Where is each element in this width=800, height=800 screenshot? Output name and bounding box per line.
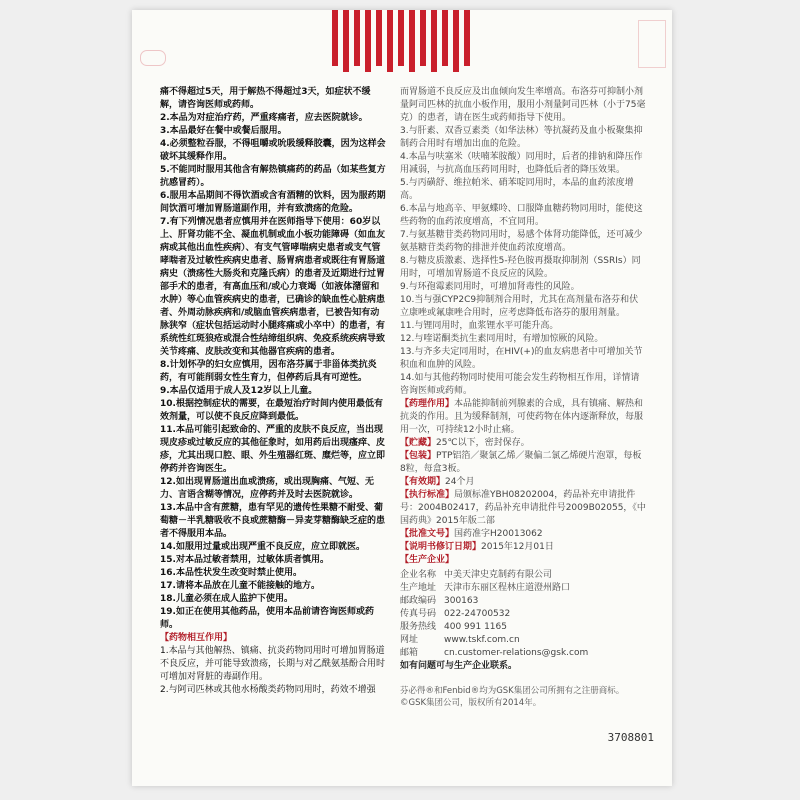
section-manufacturer <box>400 554 646 567</box>
precaution-item: 12.如出现胃肠道出血或溃疡，或出现胸痛、气短、无力、言语含糊等情况，应停药并及时去医院就诊。 <box>160 477 374 500</box>
precaution-item: 13.本品中含有蔗糖，患有罕见的遗传性果糖不耐受、葡萄糖－半乳糖吸收不良或蔗糖酶－异麦芽糖酶缺乏症的患者不得服用本品。 <box>160 503 386 539</box>
interaction-item: 1.本品与其他解热、镇痛、抗炎药物同用时可增加胃肠道不良反应，并可能导致溃疡，长期与对乙酰氨基酚合用时可增加对肾脏的毒副作用。 <box>160 646 386 682</box>
interaction-item: 7.与氨基糖苷类药物同用时，易感个体肾功能降低，还可减少氨基糖苷类药物的排泄并使血药浓度增高。 <box>400 230 643 253</box>
red-stripe-marks <box>332 10 470 66</box>
interaction-item: 3.与肝素、双香豆素类（如华法林）等抗凝药及血小板聚集抑制药合用时有增加出血的危险。 <box>400 126 643 149</box>
print-mark-faint <box>638 20 666 68</box>
precaution-item: 18.儿童必须在成人监护下使用。 <box>160 594 293 604</box>
precaution-item: 17.请将本品放在儿童不能接触的地方。 <box>160 581 320 591</box>
section-revision-date <box>400 541 646 554</box>
precaution-item: 3.本品最好在餐中或餐后服用。 <box>160 126 287 136</box>
section-key: 【药理作用】 <box>400 399 455 409</box>
section-key: 【有效期】 <box>400 477 446 487</box>
precaution-item: 5.不能同时服用其他含有解热镇痛药的药品（如某些复方抗感冒药）。 <box>160 165 386 188</box>
company-value: cn.customer-relations@gsk.com <box>444 648 589 658</box>
company-info <box>400 569 646 660</box>
company-value: 天津市东丽区程林庄道澄州路口 <box>444 583 571 593</box>
section-key: 【批准文号】 <box>400 529 455 539</box>
interaction-item: 4.本品与呋塞米（呋喃苯胺酸）同用时，后者的排钠和降压作用减弱，与抗高血压药同用时，也降低后者的降压效果。 <box>400 152 643 175</box>
interaction-item: 13.与齐多夫定同用时，在HIV(+)的血友病患者中可增加关节积血和血肿的风险。 <box>400 347 643 370</box>
section-text: 2015年12月01日 <box>481 542 554 552</box>
trademark-line: 芬必得®和Fenbid®均为GSK集团公司所拥有之注册商标。 <box>400 686 625 696</box>
company-label: 邮箱 <box>400 648 419 658</box>
document-code: 3708801 <box>607 731 654 744</box>
company-label: 企业名称 <box>400 570 437 580</box>
section-key: 【生产企业】 <box>400 555 455 565</box>
precaution-item: 11.本品可能引起致命的、严重的皮肤不良反应，当出现现皮疹或过敏反应的其他征象时，如用药后出现瘙痒、皮疹，尤其出现口腔、眼、外生殖器红斑、糜烂等，应立即停药并咨询医生。 <box>160 425 386 474</box>
company-label: 生产地址 <box>400 583 437 593</box>
section-pharmacology <box>400 398 646 437</box>
precaution-item: 2.本品为对症治疗药，严重疼痛者，应去医院就诊。 <box>160 113 368 123</box>
section-key: 【贮藏】 <box>400 438 437 448</box>
interactions-heading: 【药物相互作用】 <box>160 633 233 643</box>
section-text: PTP铝箔／聚氯乙烯／聚偏二氯乙烯硬片泡罩，每板8粒，每盒3板。 <box>400 451 642 474</box>
precaution-item: 14.如服用过量或出现严重不良反应，应立即就医。 <box>160 542 365 552</box>
section-expiry <box>400 476 646 489</box>
interaction-item: 10.当与强CYP2C9抑制剂合用时，尤其在高剂量布洛芬和伏立康唑或氟康唑合用时，应考虑降低布洛芬的服用剂量。 <box>400 295 639 318</box>
section-text: 国药准字H20013062 <box>454 529 543 539</box>
precaution-item: 7.有下列情况患者应慎用并在医师指导下使用：60岁以上、肝肾功能不全、凝血机制或血小板功能障碍（如血友病或其他出血性疾病）、有支气管哮喘病史患者或支气管哮喘者及过敏性疾病史患者、肠胃病患者或既往有胃肠道病史（溃疡性大肠炎和克隆氏病）的患者及近期进行过胃部手术的患者，有高血压和/或心力衰竭（如液体潴留和水肿）等心血管疾病史的患者，已确诊的缺血性心脏病患者、外周动脉疾病和/或脑血管疾病患者，已被告知有动脉狭窄（症状包括运动时小腿疼痛或小卒中）的患者，有系统性红斑狼疮或混合性结缔组织病、免疫系统疾病导致关节疼痛、皮肤改变和其他器官疾病的患者。 <box>160 217 386 357</box>
copyright-line: ©GSK集团公司，版权所有2014年。 <box>400 698 542 708</box>
right-column <box>400 86 646 709</box>
precaution-item: 10.根据控制症状的需要，在最短治疗时间内使用最低有效剂量，可以使不良反应降到最低。 <box>160 399 383 422</box>
section-standard <box>400 489 646 528</box>
left-column <box>160 86 386 697</box>
section-package <box>400 450 646 476</box>
leaflet-page <box>132 10 672 786</box>
company-label: 网址 <box>400 635 419 645</box>
section-text: 24个月 <box>445 477 475 487</box>
company-row <box>400 608 646 621</box>
section-key: 【执行标准】 <box>400 490 455 500</box>
section-text: 25℃以下，密封保存。 <box>436 438 530 448</box>
interaction-item: 11.与锂同用时，血浆锂水平可能升高。 <box>400 321 559 331</box>
precaution-item: 4.必须整粒吞服，不得咀嚼或吮吸缓释胶囊，因为这样会破坏其缓释作用。 <box>160 139 386 162</box>
interaction-item: 2.与阿司匹林或其他水杨酸类药物同用时，药效不增强 <box>160 685 376 695</box>
company-row <box>400 569 646 582</box>
company-value: www.tskf.com.cn <box>444 635 520 645</box>
company-row <box>400 621 646 634</box>
interaction-item: 而胃肠道不良反应及出血倾向发生率增高。布洛芬可抑制小剂量阿司匹林的抗血小板作用，服用小剂量阿司匹林（小于75毫克）的患者，请在医生或药师指导下使用。 <box>400 87 646 123</box>
company-value: 300163 <box>444 596 479 606</box>
section-storage <box>400 437 646 450</box>
company-row <box>400 582 646 595</box>
company-label: 服务热线 <box>400 622 437 632</box>
company-value: 中美天津史克制药有限公司 <box>444 570 553 580</box>
interaction-item: 5.与丙磺舒、维拉帕米、硝苯啶同用时，本品的血药浓度增高。 <box>400 178 634 201</box>
company-label: 邮政编码 <box>400 596 437 606</box>
interaction-item: 12.与喹诺酮类抗生素同用时，有增加惊厥的风险。 <box>400 334 604 344</box>
interaction-item: 14.如与其他药物同时使用可能会发生药物相互作用，详情请咨询医师或药师。 <box>400 373 640 396</box>
precaution-item: 9.本品仅适用于成人及12岁以上儿童。 <box>160 386 318 396</box>
logo-faint <box>140 50 166 66</box>
interaction-item: 6.本品与地高辛、甲氨蝶呤、口服降血糖药物同用时，能使这些药物的血药浓度增高，不宜同用。 <box>400 204 643 227</box>
company-value: 400 991 1165 <box>444 622 507 632</box>
interaction-item: 8.与糖皮质激素、选择性5-羟色胺再摄取抑制剂（SSRIs）同用时，可增加胃肠道不良反应的风险。 <box>400 256 641 279</box>
company-row <box>400 595 646 608</box>
company-value: 022-24700532 <box>444 609 511 619</box>
company-row <box>400 634 646 647</box>
company-row <box>400 647 646 660</box>
precaution-item: 16.本品性状发生改变时禁止使用。 <box>160 568 302 578</box>
company-label: 传真号码 <box>400 609 437 619</box>
precaution-item: 6.服用本品期间不得饮酒或含有酒精的饮料，因为服药期间饮酒可增加胃肠道副作用，并有致溃疡的危险。 <box>160 191 386 214</box>
legal-notice <box>400 685 646 709</box>
precaution-item: 19.如正在使用其他药品，使用本品前请咨询医师或药师。 <box>160 607 374 630</box>
section-text: 本品能抑制前列腺素的合成，具有镇痛、解热和抗炎的作用。且为缓释制剂，可使药物在体内逐渐释放，每服用一次，可持续12小时止痛。 <box>400 399 644 435</box>
section-approval <box>400 528 646 541</box>
precaution-item: 8.计划怀孕的妇女应慎用，因布洛芬属于非甾体类抗炎药，有可能削弱女性生育力，但停药后具有可逆性。 <box>160 360 377 383</box>
contact-note: 如有问题可与生产企业联系。 <box>400 661 518 671</box>
section-text: 局颁标准YBH08202004，药品补充申请批件号：2004B02417，药品补充申请批件号2009B02055，《中国药典》2015年版二部 <box>400 490 646 526</box>
interaction-item: 9.与环孢霉素同用时，可增加肾毒性的风险。 <box>400 282 580 292</box>
precaution-item: 15.对本品过敏者禁用，过敏体质者慎用。 <box>160 555 329 565</box>
section-key: 【说明书修订日期】 <box>400 542 482 552</box>
section-key: 【包装】 <box>400 451 437 461</box>
precaution-item: 痛不得超过5天，用于解热不得超过3天，如症状不缓解，请咨询医师或药师。 <box>160 87 371 110</box>
